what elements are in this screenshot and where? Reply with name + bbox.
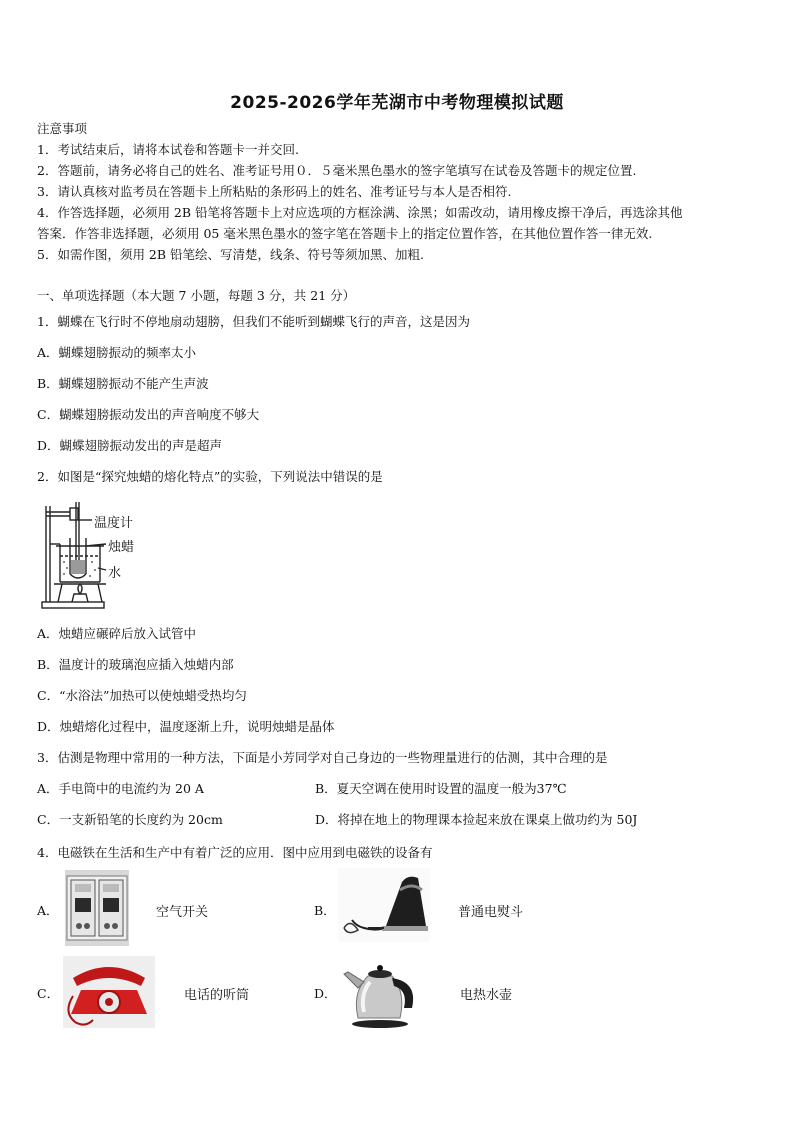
notice-item: 4．作答选择题，必须用 2B 铅笔将答题卡上对应选项的方框涂满、涂黑；如需改动，请用橡皮擦干净后，再选涂其他: [37, 205, 683, 220]
question-4-option-c-letter: C．: [37, 986, 60, 1001]
question-2-option-b: B．温度计的玻璃泡应插入烛蜡内部: [37, 657, 234, 672]
notice-item: 2．答题前，请务必将自己的姓名、准考证号用０．５毫米黑色墨水的签字笔填写在试卷及答题卡的规定位置.: [37, 163, 637, 178]
page-title: 2025-2026学年芜湖市中考物理模拟试题: [230, 93, 564, 113]
question-4-option-c-caption: 电话的听筒: [184, 988, 250, 1003]
air-switch-image: [65, 870, 129, 946]
question-3-option-a: A．手电筒中的电流约为 20 A: [37, 781, 204, 796]
question-1-option-a: A．蝴蝶翅膀振动的频率太小: [37, 345, 197, 360]
question-1-stem: 1．蝴蝶在飞行时不停地扇动翅膀，但我们不能听到蝴蝶飞行的声音，这是因为: [37, 314, 470, 329]
question-4-option-a-caption: 空气开关: [156, 905, 209, 920]
question-1-option-c: C．蝴蝶翅膀振动发出的声音响度不够大: [37, 407, 260, 422]
electric-kettle-image: [340, 952, 424, 1030]
notice-item: 3．请认真核对监考员在答题卡上所粘贴的条形码上的姓名、准考证号与本人是否相符.: [37, 184, 512, 199]
water-label: 水: [108, 566, 122, 581]
notice-item: 答案．作答非选择题，必须用 05 毫米黑色墨水的签字笔在答题卡上的指定位置作答，在其他位置作答一律无效.: [37, 226, 653, 241]
notice-item: 1．考试结束后，请将本试卷和答题卡一并交回.: [37, 142, 299, 157]
question-4-option-b-letter: B．: [314, 903, 336, 918]
wax-label: 烛蜡: [108, 540, 135, 555]
question-2-option-d: D．烛蜡熔化过程中，温度逐渐上升，说明烛蜡是晶体: [37, 719, 335, 734]
notice-item: 5．如需作图，须用 2B 铅笔绘、写清楚，线条、符号等须加黑、加粗.: [37, 247, 425, 262]
thermometer-label: 温度计: [94, 516, 134, 531]
question-4-option-d-letter: D．: [314, 986, 337, 1001]
question-2-stem: 2．如图是“探究烛蜡的熔化特点”的实验，下列说法中错误的是: [37, 469, 383, 484]
question-4-option-d-caption: 电热水壶: [460, 988, 513, 1003]
question-2-option-a: A．烛蜡应碾碎后放入试管中: [37, 626, 197, 641]
question-2-option-c: C．“水浴法”加热可以使烛蜡受热均匀: [37, 688, 247, 703]
question-3-option-d: D．将掉在地上的物理课本捡起来放在课桌上做功约为 50J: [315, 812, 638, 827]
question-4-option-b-caption: 普通电熨斗: [458, 905, 524, 920]
question-3-option-c: C．一支新铅笔的长度约为 20cm: [37, 812, 223, 827]
telephone-image: [63, 956, 155, 1028]
question-4-stem: 4．电磁铁在生活和生产中有着广泛的应用．图中应用到电磁铁的设备有: [37, 845, 433, 860]
wax-melting-apparatus-figure: [40, 500, 180, 612]
notice-heading: 注意事项: [37, 121, 88, 136]
question-4-option-a-letter: A．: [37, 903, 59, 918]
section-heading: 一、单项选择题（本大题 7 小题，每题 3 分，共 21 分）: [37, 288, 356, 303]
question-3-stem: 3．估测是物理中常用的一种方法，下面是小芳同学对自己身边的一些物理量进行的估测，其中合理的是: [37, 750, 608, 765]
question-1-option-b: B．蝴蝶翅膀振动不能产生声波: [37, 376, 209, 391]
electric-iron-image: [338, 868, 430, 942]
question-1-option-d: D．蝴蝶翅膀振动发出的声是超声: [37, 438, 223, 453]
question-3-option-b: B．夏天空调在使用时设置的温度一般为37℃: [315, 781, 567, 796]
